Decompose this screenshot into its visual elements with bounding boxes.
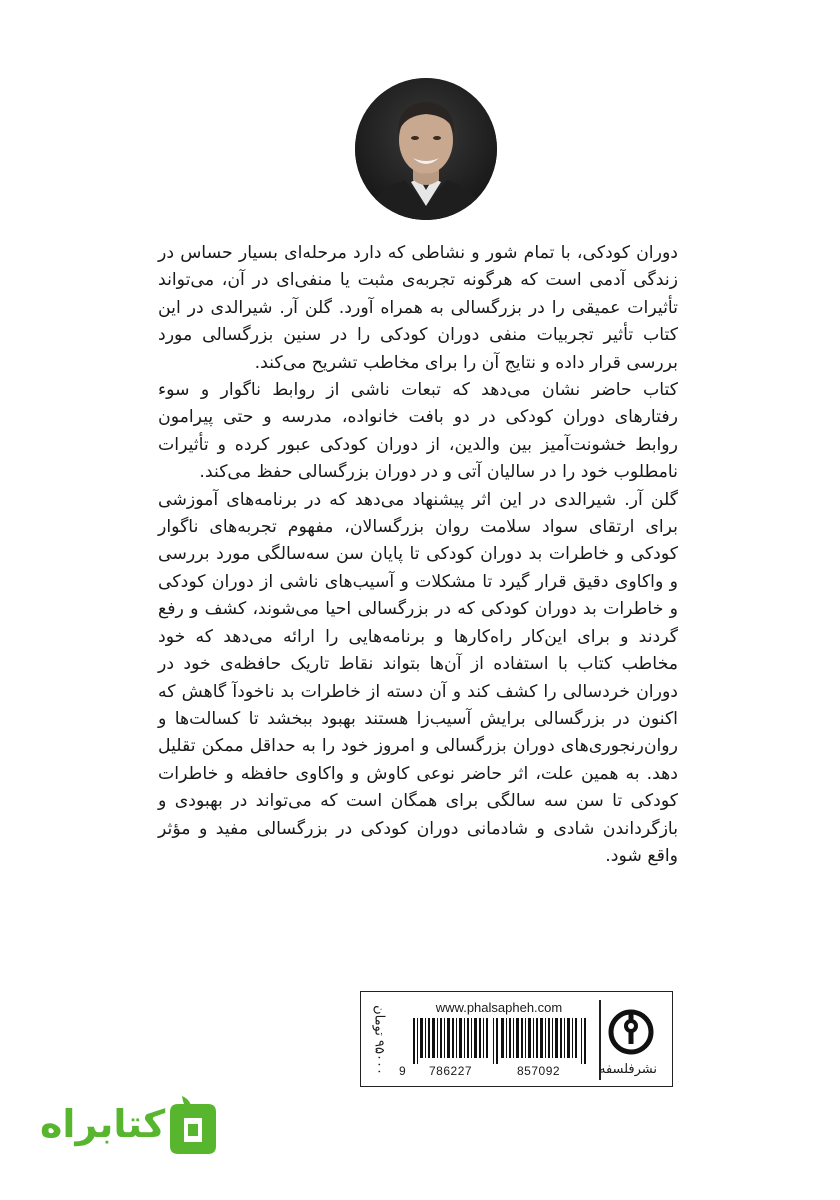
blurb-paragraph-2: کتاب حاضر نشان می‌دهد که تبعات ناشی از روابط ناگوار و سوء رفتارهای دوران کودکی در دو بافت خانواده، مدرسه و حتی پیرامون روابط خشونت‌آمیز بین والدین، از دوران کودکی عبور کرده و تأثیرات نامطلوب خود را در سالیان آتی و در دوران بزرگسالی حفظ می‌کند. — [158, 380, 678, 483]
brand-name: کتابراه — [40, 1102, 166, 1146]
publisher-box — [360, 991, 673, 1087]
isbn-digits-left: 786227 — [429, 1064, 473, 1078]
author-photo — [355, 78, 497, 220]
price-label: ۹۵۰۰۰ تومان — [371, 1005, 387, 1075]
publisher-name: نشرفلسفه — [598, 1062, 658, 1077]
isbn-barcode — [399, 996, 599, 1084]
author-portrait-illustration — [355, 78, 497, 220]
publisher-logo-icon — [600, 1004, 662, 1066]
ketabrah-logo-icon — [162, 1096, 222, 1160]
isbn-digits-right: 857092 — [517, 1064, 561, 1078]
back-cover-blurb — [158, 240, 678, 870]
publisher-website: www.phalsapheh.com — [435, 1000, 563, 1015]
blurb-paragraph-3: گلن آر. شیرالدی در این اثر پیشنهاد می‌دهد که در برنامه‌های آموزشی برای ارتقای سواد سلامت روان بزرگسالان، مفهوم تجربه‌های ناگوار کودکی و خاطرات بد دوران کودکی تا پایان سن سه‌سالگی مورد بررسی و واکاوی دقیق قرار گیرد تا مشکلات و آسیب‌های ناشی از دوران کودکی و خاطرات بد دوران کودکی که در بزرگسالی احیا می‌شوند، کشف و رفع گردند و برای این‌کار راه‌کارها و برنامه‌هایی را ارائه می‌دهد که خود مخاطب کتاب با استفاده از آن‌ها بتواند نقاط تاریک حافظه‌ی خود در دوران خردسالی را کشف کند و آن دسته از خاطرات بد ناخودآ گاهش که اکنون در بزرگسالی برایش آسیب‌زا هستند بهبود ببخشد تا کسالت‌ها و روان‌رنجوری‌های دوران بزرگسالی و امروز خود را به حداقل ممکن تقلیل دهد. به همین علت، اثر حاضر نوعی کاوش و واکاوی حافظه و خاطرات کودکی تا سن سه سالگی برای همگان است که می‌تواند در بهبودی و بازگرداندن شادی و شادمانی دوران کودکی در بزرگسالی مفید و مؤثر واقع شود. — [158, 489, 678, 866]
isbn-digit-first: 9 — [399, 1064, 407, 1078]
blurb-paragraph-1: دوران کودکی، با تمام شور و نشاطی که دارد مرحله‌ای بسیار حساس در زندگی آدمی است که هرگونه تجربه‌ی مثبت یا منفی‌ای در آن، می‌تواند تأثیرات عمیقی را در بزرگسالی به همراه آورد. گلن آر. شیرالدی در این کتاب تأثیر تجربیات منفی دوران کودکی را در سنین بزرگسالی مورد بررسی قرار داده و نتایج آن را برای مخاطب تشریح می‌کند. — [158, 243, 678, 373]
barcode-icon — [405, 1018, 593, 1064]
ketabrah-brand — [40, 1096, 222, 1162]
